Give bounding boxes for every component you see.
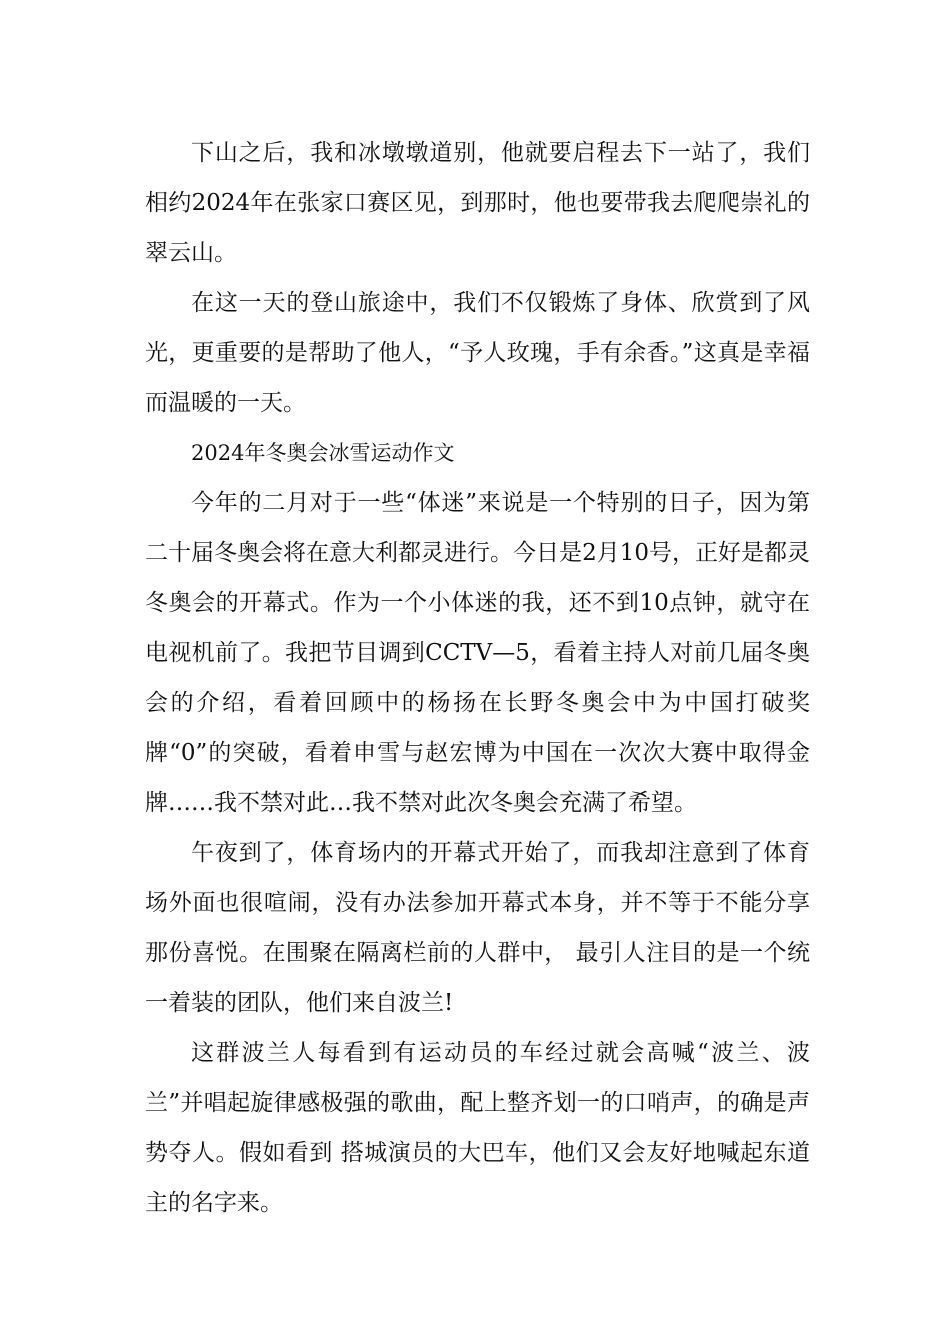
document-body <box>145 128 810 1228</box>
paragraph-polish-fans: 这群波兰人每看到有运动员的车经过就会高喊“波兰、波兰”并唱起旋律感极强的歌曲，配上整齐划一的口哨声，的确是声势夺人。假如看到 搭城演员的大巴车，他们又会友好地喊起东道主的名字来。 <box>145 1040 810 1216</box>
paragraph-farewell: 下山之后，我和冰墩墩道别，他就要启程去下一站了，我们相约2024年在张家口赛区见，到那时，他也要带我去爬爬崇礼的翠云山。 <box>145 140 810 266</box>
paragraph-opening-ceremony: 今年的二月对于一些“体迷”来说是一个特别的日子，因为第二十届冬奥会将在意大利都灵进行。今日是2月10号，正好是都灵冬奥会的开幕式。作为一个小体迷的我，还不到10点钟，就守在电视机前了。我把节目调到CCTV—5，看着主持人对前几届冬奥会的介绍，看着回顾中的杨扬在长野冬奥会中为中国打破奖牌“0”的突破，看着申雪与赵宏博为中国在一次次大赛中取得金牌……我不禁对此…我不禁对此次冬奥会充满了希望。 <box>145 490 810 816</box>
paragraph-summary: 在这一天的登山旅途中，我们不仅锻炼了身体、欣赏到了风光，更重要的是帮助了他人，“予人玫瑰，手有余香。”这真是幸福而温暖的一天。 <box>145 290 810 416</box>
essay-title: 2024年冬奥会冰雪运动作文 <box>191 441 455 465</box>
paragraph-midnight: 午夜到了，体育场内的开幕式开始了，而我却注意到了体育场外面也很喧闹，没有办法参加开幕式本身，并不等于不能分享那份喜悦。在围聚在隔离栏前的人群中， 最引人注目的是一个统一着装的团队，他们来自波兰! <box>145 840 810 1016</box>
